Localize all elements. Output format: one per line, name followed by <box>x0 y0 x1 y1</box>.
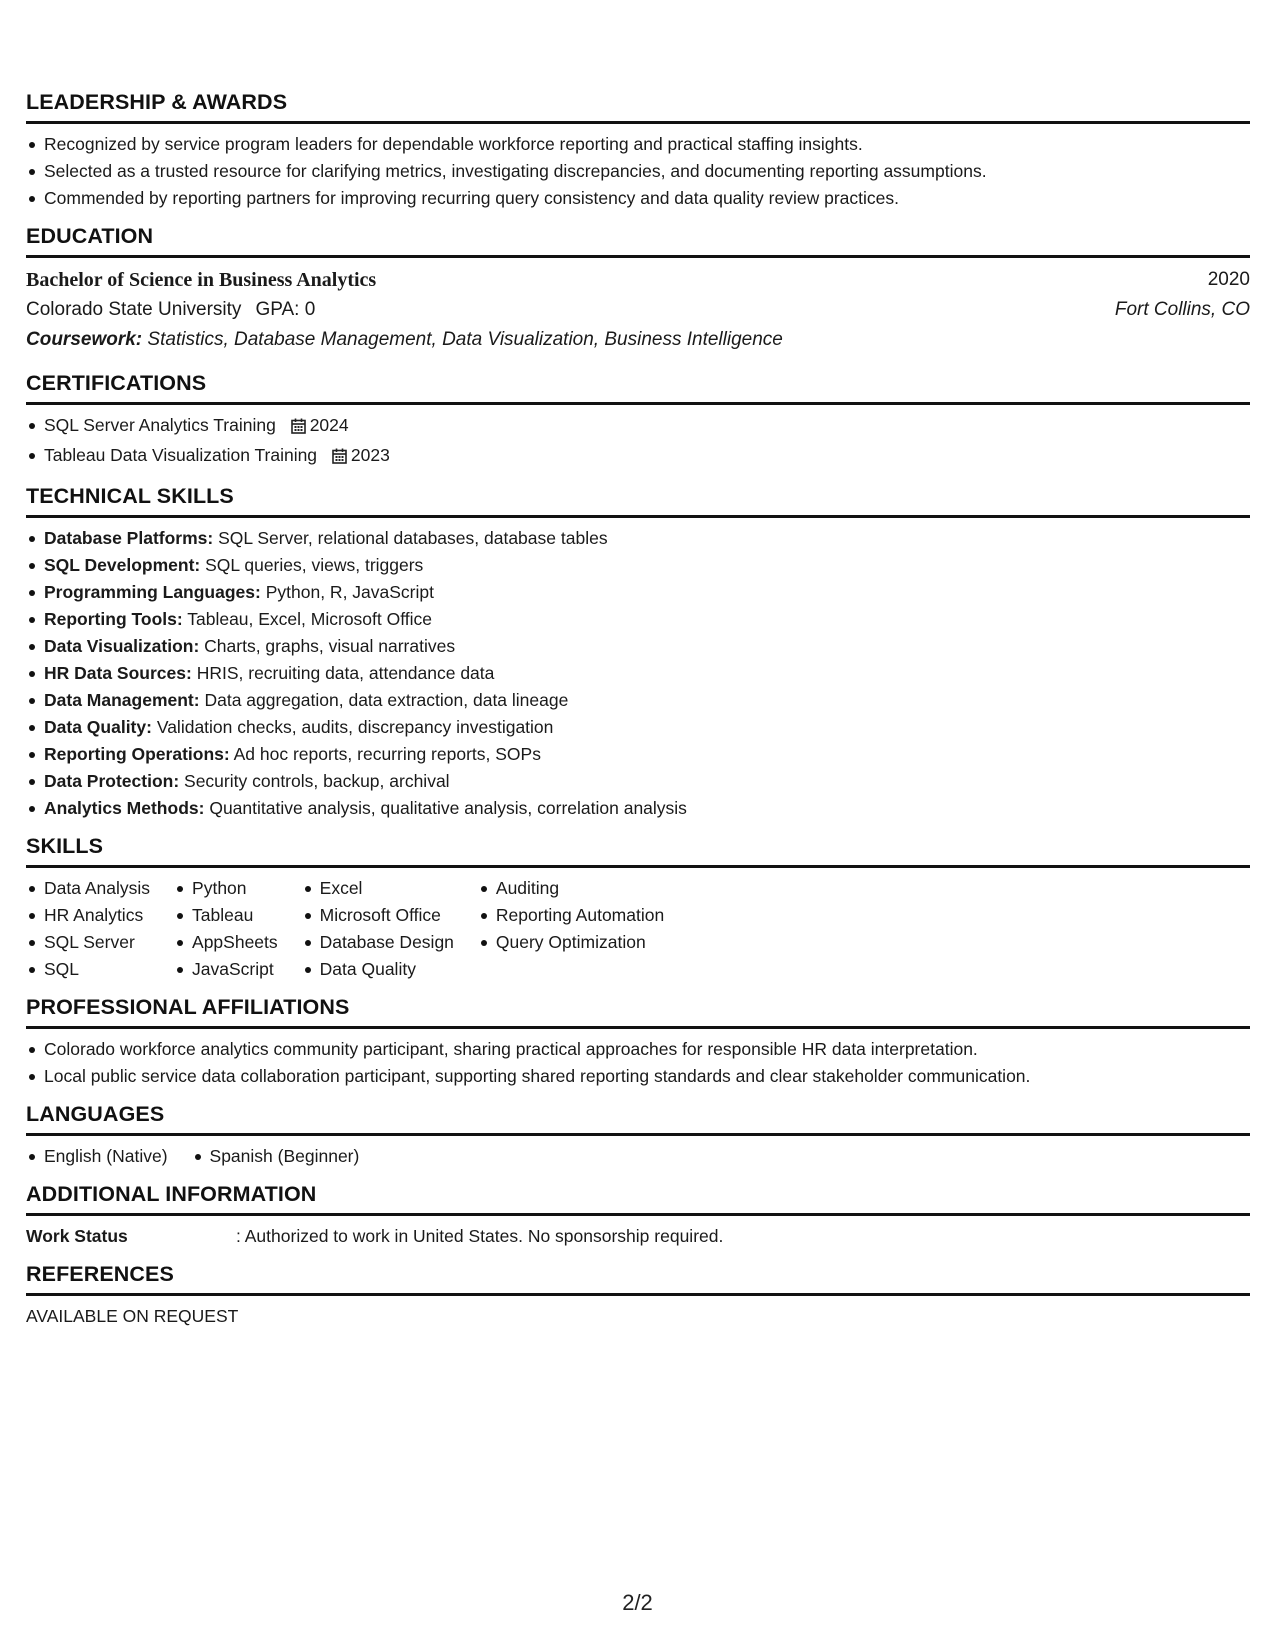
skill-value: SQL queries, views, triggers <box>205 555 424 575</box>
list-item: Recognized by service program leaders for dependable workforce reporting and practical staffing insights. <box>26 131 1250 158</box>
list-item: Selected as a trusted resource for clarifying metrics, investigating discrepancies, and documenting reporting assumptions. <box>26 158 1250 185</box>
language-item: Spanish (Beginner) <box>192 1143 360 1170</box>
certifications-title: CERTIFICATIONS <box>26 371 1250 405</box>
skill-value: Validation checks, audits, discrepancy investigation <box>156 717 554 737</box>
affiliations-section <box>26 995 1250 1090</box>
list-item <box>26 606 1250 633</box>
certification-item <box>26 412 1250 442</box>
certifications-list <box>26 412 1250 472</box>
skills-column <box>26 875 150 983</box>
school-name: Colorado State University <box>26 299 242 320</box>
skill-item: Tableau <box>174 902 278 929</box>
list-item <box>26 714 1250 741</box>
skill-item: Data Analysis <box>26 875 150 902</box>
references-title: REFERENCES <box>26 1262 1250 1296</box>
education-section <box>26 224 1250 355</box>
list-item <box>26 579 1250 606</box>
skill-item: JavaScript <box>174 956 278 983</box>
school-location: Fort Collins, CO <box>1114 299 1250 320</box>
skill-value: Charts, graphs, visual narratives <box>204 636 456 656</box>
skill-label: Analytics Methods: <box>44 798 205 818</box>
references-section <box>26 1262 1250 1330</box>
certification-year: 2023 <box>350 445 390 465</box>
skill-value: Python, R, JavaScript <box>265 582 434 602</box>
language-item: English (Native) <box>26 1143 168 1170</box>
additional-info-title: ADDITIONAL INFORMATION <box>26 1182 1250 1216</box>
skill-value: Security controls, backup, archival <box>184 771 450 791</box>
skill-item: Data Quality <box>302 956 454 983</box>
work-status-value: : Authorized to work in United States. No sponsorship required. <box>236 1226 724 1246</box>
skill-label: Data Quality: <box>44 717 152 737</box>
languages-section <box>26 1102 1250 1170</box>
skill-value: Tableau, Excel, Microsoft Office <box>187 609 433 629</box>
skill-value: Data aggregation, data extraction, data lineage <box>204 690 569 710</box>
list-item <box>26 660 1250 687</box>
languages-list <box>26 1143 1250 1170</box>
skill-item: Microsoft Office <box>302 902 454 929</box>
resume-page <box>26 90 1250 1342</box>
certification-item <box>26 442 1250 472</box>
list-item <box>26 741 1250 768</box>
skill-label: Reporting Tools: <box>44 609 183 629</box>
calendar-icon <box>291 415 306 442</box>
list-item <box>26 552 1250 579</box>
skill-label: Database Platforms: <box>44 528 214 548</box>
certification-name: SQL Server Analytics Training <box>44 415 276 435</box>
list-item: Local public service data collaboration participant, supporting shared reporting standards and clear stakeholder communication. <box>26 1063 1250 1090</box>
languages-title: LANGUAGES <box>26 1102 1250 1136</box>
work-status-row <box>26 1223 1250 1250</box>
graduation-year: 2020 <box>1207 269 1250 290</box>
leadership-section <box>26 90 1250 212</box>
skill-label: Data Protection: <box>44 771 180 791</box>
technical-skills-list <box>26 525 1250 822</box>
skill-item: Reporting Automation <box>478 902 664 929</box>
education-degree-row <box>26 265 1250 295</box>
technical-skills-title: TECHNICAL SKILLS <box>26 484 1250 518</box>
list-item: Colorado workforce analytics community participant, sharing practical approaches for responsible HR data interpretation. <box>26 1036 1250 1063</box>
skill-label: SQL Development: <box>44 555 201 575</box>
skill-item: Database Design <box>302 929 454 956</box>
skills-column <box>302 875 454 983</box>
education-title: EDUCATION <box>26 224 1250 258</box>
skill-item: SQL Server <box>26 929 150 956</box>
certification-year: 2024 <box>309 415 349 435</box>
coursework-list: Statistics, Database Management, Data Visualization, Business Intelligence <box>147 329 783 350</box>
list-item <box>26 795 1250 822</box>
references-text: AVAILABLE ON REQUEST <box>26 1306 239 1326</box>
skills-column <box>174 875 278 983</box>
list-item <box>26 687 1250 714</box>
skills-section <box>26 834 1250 983</box>
skill-item: Query Optimization <box>478 929 664 956</box>
work-status-label: Work Status <box>26 1226 128 1246</box>
skill-label: Reporting Operations: <box>44 744 230 764</box>
skill-value: Quantitative analysis, qualitative analysis, correlation analysis <box>209 798 687 818</box>
skill-value: SQL Server, relational databases, database tables <box>218 528 608 548</box>
page-number: 2/2 <box>622 1590 653 1615</box>
skills-column <box>478 875 664 983</box>
technical-skills-section <box>26 484 1250 822</box>
skill-item: SQL <box>26 956 150 983</box>
leadership-title: LEADERSHIP & AWARDS <box>26 90 1250 124</box>
certification-name: Tableau Data Visualization Training <box>44 445 318 465</box>
skills-columns <box>26 875 1250 983</box>
coursework-row <box>26 325 1250 355</box>
degree-name: Bachelor of Science in Business Analytics <box>26 269 377 291</box>
affiliations-list <box>26 1036 1250 1090</box>
list-item <box>26 633 1250 660</box>
skill-label: Data Management: <box>44 690 200 710</box>
skills-title: SKILLS <box>26 834 1250 868</box>
certifications-section <box>26 371 1250 472</box>
skill-value: Ad hoc reports, recurring reports, SOPs <box>233 744 541 764</box>
coursework-label: Coursework: <box>26 329 143 350</box>
skill-item: AppSheets <box>174 929 278 956</box>
skill-value: HRIS, recruiting data, attendance data <box>196 663 495 683</box>
skill-item: HR Analytics <box>26 902 150 929</box>
skill-item: Auditing <box>478 875 664 902</box>
skill-label: Data Visualization: <box>44 636 200 656</box>
list-item: Commended by reporting partners for improving recurring query consistency and data quality review practices. <box>26 185 1250 212</box>
leadership-list <box>26 131 1250 212</box>
skill-label: HR Data Sources: <box>44 663 192 683</box>
education-school-row <box>26 295 1250 325</box>
skill-item: Excel <box>302 875 454 902</box>
skill-label: Programming Languages: <box>44 582 261 602</box>
calendar-icon <box>332 445 347 472</box>
list-item <box>26 525 1250 552</box>
affiliations-title: PROFESSIONAL AFFILIATIONS <box>26 995 1250 1029</box>
skill-item: Python <box>174 875 278 902</box>
additional-info-section <box>26 1182 1250 1250</box>
school-gpa <box>26 295 315 325</box>
list-item <box>26 768 1250 795</box>
gpa: GPA: 0 <box>255 299 316 320</box>
